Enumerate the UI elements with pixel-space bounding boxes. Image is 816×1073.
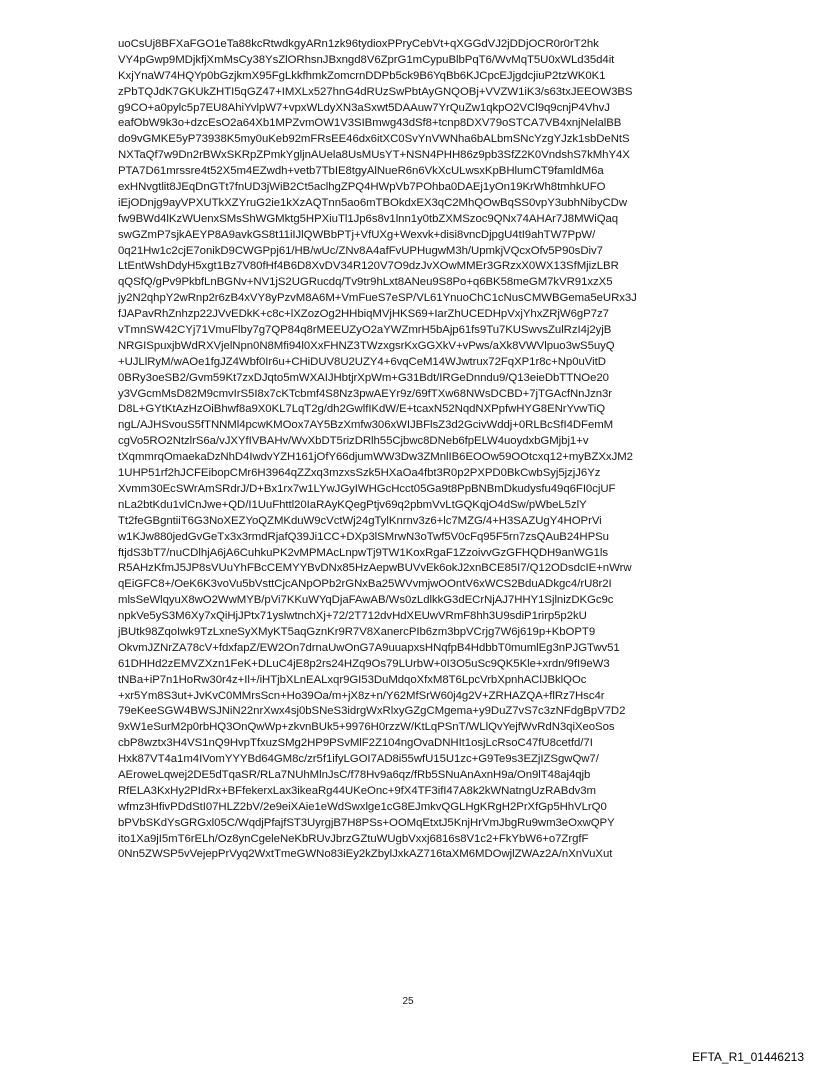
text-line: 79eKeeSGW4BWSJNiN22nrXwx4sj0bSNeS3idrgWxRlxyGZgCMgema+y9DuZ7vS7c3zNFdgBpV7D2: [118, 705, 626, 718]
page-number: 25: [402, 996, 414, 1007]
text-line: jBUtk98ZqoIwk9TzLxneSyXMyKT5aqGznKr9R7V8XanercPIb6zm3bpVCrjg7W6j619p+KbOPT9: [118, 625, 596, 638]
text-line: 0Nn5ZWSP5vVejepPrVyq2WxtTmeGWNo83iEy2kZbylJxkAZ716taXM6MDOwjlZWAz2A/nXnVuXut: [118, 848, 613, 861]
text-line: VY4pGwp9MDjkfjXmMsCy38YsZlORhsnJBxngd8V6ZprG1mCypuBlbPqT6/WvMqT5U0xWLd35d4it: [118, 53, 615, 66]
text-line: +UJLlRyM/wAOe1fgJZ4Wbf0Ir6u+CHiDUV8U2UZY4+6vqCeM14WJwtrux72FqXP1r8c+Np0uVitD: [118, 355, 606, 368]
text-line: KxjYnaW74HQYp0bGzjkmX95FgLkkfhmkZomcrnDDPb5ck9B6YqBb6KJCpcEJjgdcjiuP2tzWK0K1: [118, 69, 606, 82]
text-line: mlsSeWlqyuX8wO2WwMYB/pVi7KKuWYqDjaFAwAB/Ws0zLdlkkG3dECrNjAJ7HHY1SjlnizDKGc9c: [118, 594, 614, 607]
text-line: 0q21Hw1c2cjE7onikD9CWGPpj61/HB/wUc/ZNv8A4afFvUPHugwM3h/UpmkjVQcxOfv5P90sDiv7: [118, 244, 603, 257]
text-line: fJAPavRhZnhzp22JVvEDkK+c8c+lXZozOg2HHbiqMVjHKS69+IarZhUCEDHpVxjYhxZRjW6gP7z7: [118, 308, 609, 321]
text-line: R5AHzKfmJ5JP8sVUuYhFBcCEMYYBvDNx85HzAepwBUVvEk6okJ2xnBCE85I7/Q12ODsdcIE+nWrw: [118, 562, 632, 575]
text-line: cgVo5RO2NtzlrS6a/vJXYfIVBAHv/WvXbDT5rizDRlh55Cjbwc8DNeb6fpELW4uoydxbGMjbj1+v: [118, 435, 589, 448]
text-line: 61DHHd2zEMVZXzn1FeK+DLuC4jE8p2rs24HZq9Os79LUrbW+0I3O5uSc9QK5Kle+xrdn/9fI9eW3: [118, 657, 610, 670]
text-line: vTmnSW42CYj71VmuFlby7g7QP84q8rMEEUZyO2aYWZmrH5bAjp61fs9Tu7KUSwvsZulRzI4j2yjB: [118, 324, 612, 337]
text-line: LtEntWshDdyH5xgt1Bz7V80fHf4B6D8XvDV34R120V7O9dzJvXOwMMEr3GRzxX0WX13SfMjizLBR: [118, 260, 619, 273]
text-line: 0BRy3oeSB2/Gvm59Kt7zxDJqto5mWXAIJHbtjrXpWm+G31Bdt/IRGeDnndu9/Q13eieDbTTNOe20: [118, 371, 609, 384]
text-line: iEjODnjg9ayVPXUTkXZYruG2ie1kXzAQTnn5ao6mTBOkdxEX3qC2MhQOwBqSS0vpY3ubhNibyCDw: [118, 196, 627, 209]
text-line: Tt2feGBgntiiT6G3NoXEZYoQZMKduW9cVctWj24gTylKnrnv3z6+lc7MZG/4+H3SAZUgY4HOPrVi: [118, 514, 602, 527]
text-line: Hxk87VT4a1m4IVomYYYBd64GM8c/zr5f1ifyLGOI7AD8i55wfU15U1zc+G9Te9s3EZjIZSgwQw7/: [118, 753, 599, 766]
text-line: fw9BWd4lKzWUenxSMsShWGMktg5HPXiuTl1Jp6s8v1lnn1y0tbZXMSzoc9QNx74AHAr7J8MWiQaq: [118, 212, 619, 225]
text-line: do9vGMKE5yP73938K5my0uKeb92mFRsEE46dx6itXC0SvYnVWNha6bALbmSNcYzgYJzk1sbDeNtS: [118, 133, 630, 146]
text-line: RfELA3KxHy2PIdRx+BFfekerxLax3ikeaRg44UKeOnc+9fX4TF3ifI47A8k2kWNatngUzRABdv3m: [118, 784, 596, 797]
text-line: NRGISpuxjbWdRXVjelNpn0N8Mfi94l0XxFHNZ3TWzxgsrKxGGXkV+vPws/aXk8VWVlpuo3wS5uyQ: [118, 339, 615, 352]
text-line: qEiGFC8+/OeK6K3voVu5bVsttCjcANpOPb2rGNxBa25WVvmjwOOntV6xWCS2BduADkgc4/rU8r2I: [118, 578, 612, 591]
text-line: OkvmJZNrZA78cV+fdxfapZ/EW2On7drnaUwOnG7A9uuapxsHNqfpB4HdbbT0mumlEg3nPJGTwv51: [118, 641, 620, 654]
text-line: tXqmmrqOmaekaDzNhD4IwdvYZH161jOfY66djumWW3Dw3ZMnlIB6EOOw59OOtcxq12+myBZXxJM2: [118, 451, 633, 464]
text-line: w1KJw880jedGvGeTx3x3rmdRjafQ39Ji1CC+DXp3lSMrwN3oTwf5V0cFq95F5rn7zsQAuB24HPSu: [118, 530, 609, 543]
text-line: ngL/AJHSvouS5fTNNMl4pcwKMOox7AY5BzXmfw306xWIJBFlsZ3d2GcivWddj+0RLBcSfI4DFemM: [118, 419, 614, 432]
document-id: EFTA_R1_01446213: [692, 1050, 804, 1064]
text-line: exHNvgtlit8JEqDnGTt7fnUD3jWiB2Ct5aclhgZPQ4HWpVb7POhba0DAEj1yOn19KrWh8tmhkUFO: [118, 181, 606, 194]
text-line: D8L+GYtKtAzHzOiBhwf8a9X0KL7LqT2g/dh2GwlfIKdW/E+tcaxN52NqdNXPpfwHYG8ENrYvwTiQ: [118, 403, 606, 416]
text-line: 9xW1eSurM2p0rbHQ3OnQwWp+zkvnBUk5+9976H0rzzW/KtLqPSnT/WLlQvYejfWvRdN3qiXeoSos: [118, 721, 615, 734]
text-line: y3VGcmMsD82M9cmvIrS5I8x7cKTcbmf4S8Nz3pwAEYr9z/69fTXw68NWsDCBD+7jTGAcfNnJzn3r: [118, 387, 613, 400]
text-line: AEroweLqwej2DE5dTqaSR/RLa7NUhMlnJsC/f78Hv9a6qz/fRb5SNuAnAxnH9a/On9lT48aj4qjb: [118, 768, 591, 781]
text-line: Xvmm30EcSWrAmSRdrJ/D+Bx1rx7w1LYwJGyIWHGcHcct05Ga9t8PpBNBmDkudysfu49q6FI0cjUF: [118, 482, 616, 495]
text-line: NXTaQf7w9Dn2rBWxSKRpZPmkYgljnAUela8UsMUsYT+NSN4PHH86z9pb3SfZ2K0VndshS7kMhY4X: [118, 149, 630, 162]
text-line: qQSfQ/gPv9PkbfLnBGNv+NV1jS2UGRucdq/Tv9tr9hLxt8ANeu9S8Po+q6BK58meGM7kVR91xzX5: [118, 276, 613, 289]
encoded-text-block: [118, 37, 698, 863]
text-line: wfmz3HfivPDdStI07HLZ2bV/2e9eiXAie1eWdSwxlge1cG8EJmkvQGLHgKRgH2PrXfGp5HhVLrQ0: [118, 800, 607, 813]
text-line: cbP8wztx3H4VS1nQ9HvpTfxuzSMg2HP9PSvMlF2Z104ngOvaDNHIt1osjLcRsoC47fU8cetfd/7I: [118, 737, 593, 750]
text-line: ito1Xa9jI5mT6rELh/Oz8ynCgeleNeKbRUvJbrzGZtuWUgbVxxj6816s8V1c2+FkYbW6+o7ZrgfF: [118, 832, 589, 845]
text-line: 1UHP51rf2hJCFEibopCMr6H3964qZZxq3mzxsSzk5HXaOa4fbt3R0p2PXPD0BkCwbSyj5jzjJ6Yz: [118, 467, 601, 480]
text-line: PTA7D61mrssre4t52X5m4EZwdh+vetb7TbIE8tgyAlNueR6n6VkXcULwsxKpBHlumCT9famldM6a: [118, 165, 604, 178]
text-line: g9CO+a0pylc5p7EU8AhiYvlpW7+vpxWLdyXN3aSxwt5DAAuw7YrQuZw1qkpO2VCl9q9cnjP4VhvJ: [118, 101, 610, 114]
text-line: jy2N2qhpY2wRnp2r6zB4xVY8yPzvM8A6M+VmFueS7eSP/VL61YnuoChC1cNusCMWBGema5eURx3J: [118, 292, 637, 305]
text-line: ftjdS3bT7/nuCDlhjA6jA6CuhkuPK2vMPMAcLnpwTj9TW1KoxRgaF1ZzoivvGzGFHQDH9anWG1ls: [118, 546, 608, 559]
text-line: npkVe5yS3M6Xy7xQiHjJPtx71yslwtnchXj+72/2T712dvHdXEUwVRmF8hh3U9sdiP1rirp5p2kU: [118, 610, 587, 623]
text-line: nLa2btKdu1vlCnJwe+QD/I1UuFhttl20IaRAyKQegPtjv69q2pbmVvLtGQKqjO4dSw/pWbeL5zlY: [118, 498, 587, 511]
text-line: swGZmP7sjkAEYP8A9avkGS8t11iIJlQWBbPTj+VfUXg+Wexvk+disi8vncDjpgU4tI9ahTW7PpW/: [118, 228, 596, 241]
text-line: zPbTQJdK7GKUkZHTI5qGZ47+IMXLx527hnG4dRUzSwPbtAyGNQOBj+VVZW1iK3/s63txJEEOW3BS: [118, 85, 633, 98]
text-line: tNBa+iP7n1HoRw30r4z+Il+/iHTjbXLnEALxqr9GI53DuMdqoXfxM8T6LpcVrbXpnhAClJBklQOc: [118, 673, 587, 686]
text-line: eafObW9k3o+dzcEsO2a64Xb1MPZvmOW1V3SIBmwg43dSf8+tcnp8DXV79oSTCA7VB4xnjNelalBB: [118, 117, 622, 130]
text-line: uoCsUj8BFXaFGO1eTa88kcRtwdkgyARn1zk96tydioxPPryCebVt+qXGGdVJ2jDDjOCR0r0rT2hk: [118, 38, 599, 50]
text-line: +xr5Ym8S3ut+JvKvC0MMrsScn+Ho39Oa/m+jX8z+n/Y62MfSrW60j4g2V+ZRHAZQA+flRz7Hsc4r: [118, 689, 605, 702]
text-line: bPVbSKdYsGRGxl05C/WqdjPfajfST3UyrgjB7H8PSs+OOMqEtxtJ5KnjHrVmJbgRu9wm3eOxwQPY: [118, 816, 615, 829]
